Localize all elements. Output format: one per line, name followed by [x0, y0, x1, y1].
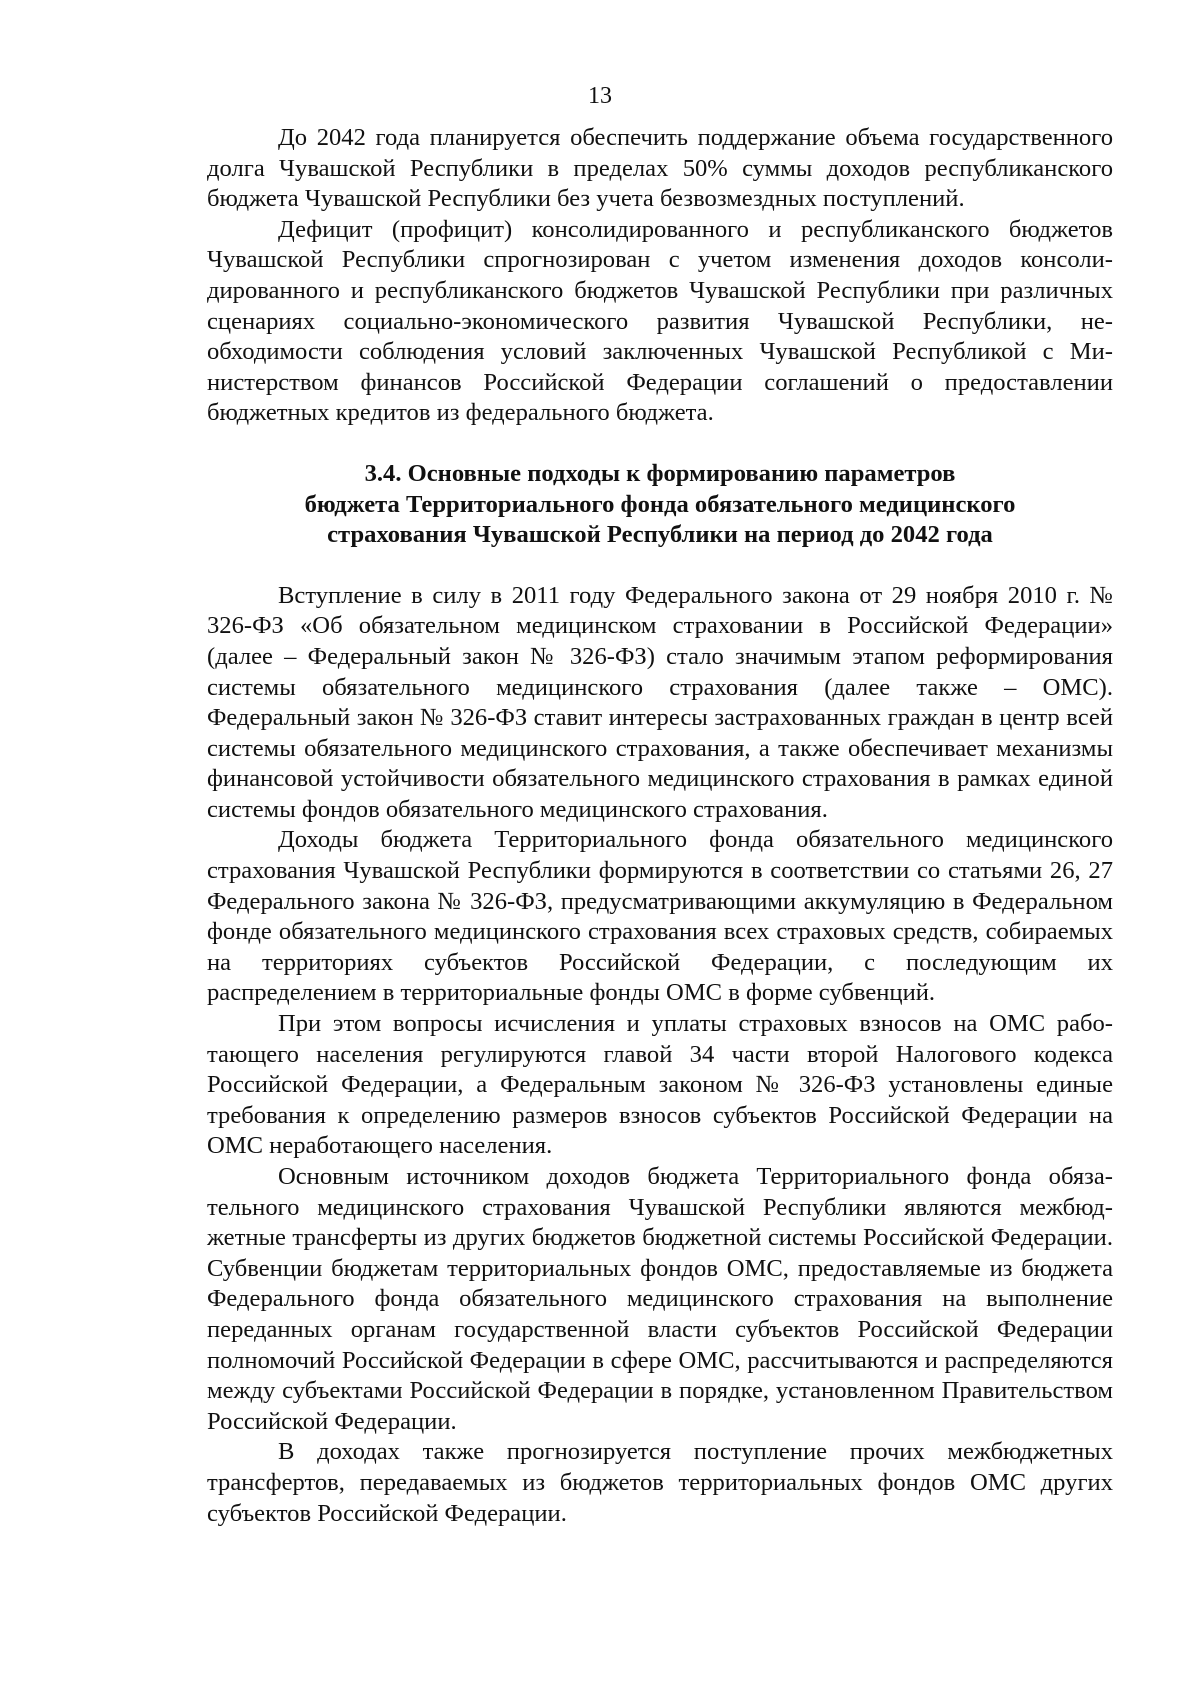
- paragraph-debt-target: До 2042 года планируется обеспечить поддержание объема государственного долга Чувашской Республики в пределах 50% суммы доходов республиканского бюджета Чувашской Республики без учета безвозмездных поступлений.: [207, 124, 1113, 213]
- page-number: 13: [588, 83, 612, 109]
- paragraph-federal-law: Вступление в силу в 2011 году Федерального закона от 29 ноября 2010 г. № 326-ФЗ «Об обязательном медицинском страховании в Российской Федерации» (далее – Федеральный закон № 326-ФЗ) стало значимым этапом реформирования системы обязательного медицинского страхования (далее также – ОМС). Федеральный закон № 326-ФЗ ставит интересы застрахованных граждан в центр всей системы обязательного медицинского страхования, а также обеспечивает механизмы финансовой устойчивости обязательного медицинского страхования в рамках единой системы фондов обязательного медицинского страхования.: [207, 581, 1113, 823]
- section-heading-line: страхования Чувашской Республики на период до 2042 года: [327, 521, 993, 549]
- section-heading: [207, 459, 1113, 551]
- paragraph-deficit-forecast: Дефицит (профицит) консолидированного и республиканского бюджетов Чувашской Республики спрогнозирован с учетом изменения доходов консолидированного и республиканского бюджетов Чувашской Республики при различных сценариях социально-экономического развития Чувашской Республики, необходимости соблюдения условий заключенных Чувашской Республикой с Министерством финансов Российской Федерации соглашений о предоставлении бюджетных кредитов из федерального бюджета.: [207, 215, 1113, 427]
- section-heading-line: бюджета Территориального фонда обязательного медицинского: [304, 490, 1016, 518]
- paragraph-fund-income: Доходы бюджета Территориального фонда обязательного медицинского страхования Чувашской Республики формируются в соответствии со статьями 26, 27 Федерального закона № 326-ФЗ, предусматривающими аккумуляцию в Федеральном фонде обязательного медицинского страхования всех страховых средств, собираемых на территориях субъектов Российской Федерации, с последующим их распределением в территориальные фонды ОМС в форме субвенций.: [207, 826, 1113, 1007]
- paragraph-main-income-source: Основным источником доходов бюджета Территориального фонда обязательного медицинского страхования Чувашской Республики являются межбюджетные трансферты из других бюджетов бюджетной системы Российской Федерации. Субвенции бюджетам территориальных фондов ОМС, предоставляемые из бюджета Федерального фонда обязательного медицинского страхования на выполнение переданных органам государственной власти субъектов Российской Федерации полномочий Российской Федерации в сфере ОМС, рассчитываются и распределяются между субъектами Российской Федерации в порядке, установленном Правительством Российской Федерации.: [207, 1163, 1113, 1435]
- page-content: [207, 123, 1113, 1529]
- section-heading-line: 3.4. Основные подходы к формированию параметров: [364, 459, 956, 487]
- paragraph-insurance-contributions: При этом вопросы исчисления и уплаты страховых взносов на ОМС работающего населения регулируются главой 34 части второй Налогового кодекса Российской Федерации, а Федеральным законом № 326-ФЗ установлены единые требования к определению размеров взносов субъектов Российской Федерации на ОМС неработающего населения.: [207, 1010, 1113, 1160]
- paragraph-other-transfers: В доходах также прогнозируется поступление прочих межбюджетных трансфертов, передаваемых из бюджетов территориальных фондов ОМС других субъектов Российской Федерации.: [207, 1438, 1113, 1527]
